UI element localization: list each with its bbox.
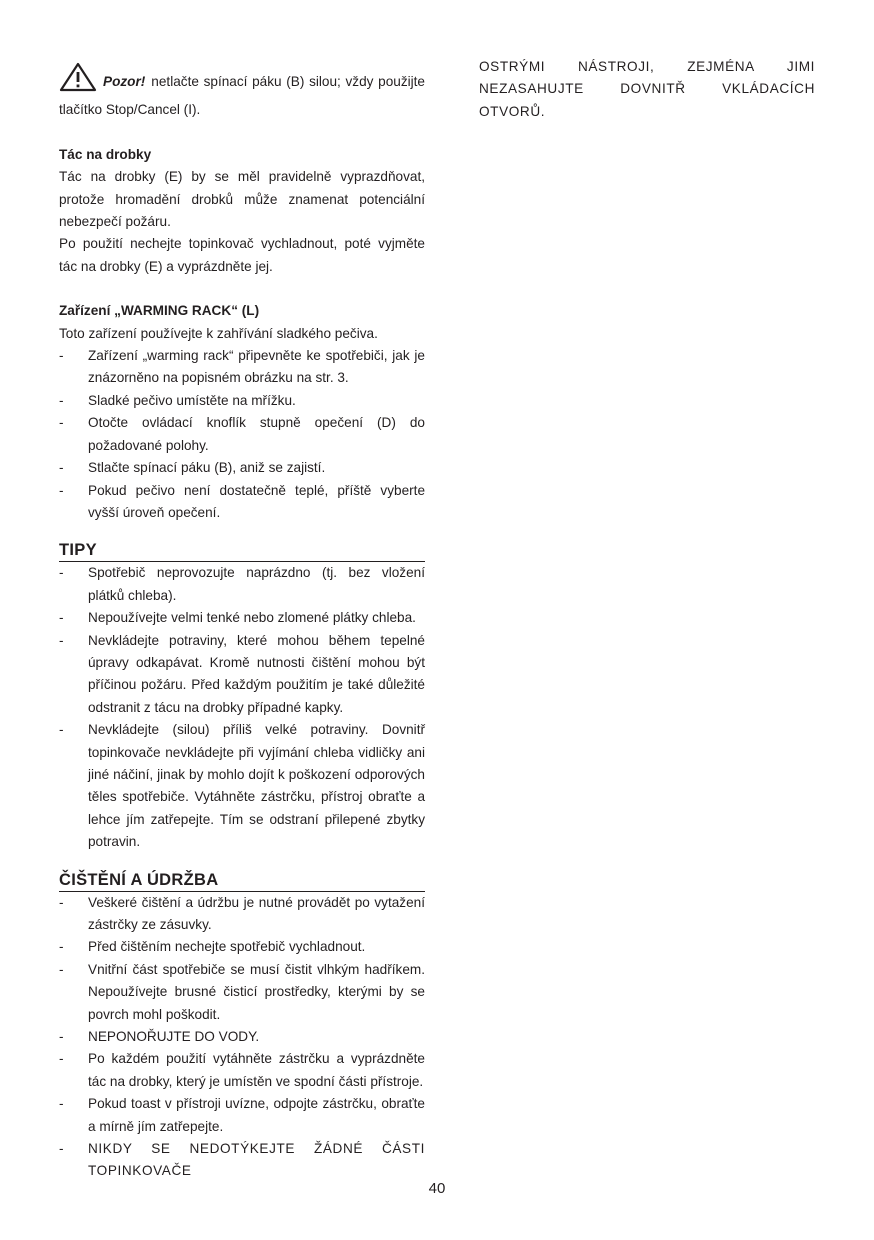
list-item: - Nevkládejte (silou) příliš velké potraviny. Dovnitř topinkovače nevkládejte při vyjímání chleba vidličky ani jiné náčiní, jinak by mohlo dojít k poškození odporových těles spotřebiče. Vytáhněte zástrčku, přístroj obraťte a lehce jím zatřepejte. Tím se odstraní přilepené zbytky potravin.: [59, 722, 425, 850]
list-item: - Před čištěním nechejte spotřebič vychladnout.: [59, 939, 366, 955]
warming-rack-intro: Toto zařízení používejte k zahřívání sladkého pečiva.: [59, 325, 378, 341]
tips-list: [59, 562, 425, 853]
warming-rack-list: [59, 345, 425, 524]
list-item: - Pokud toast v přístroji uvízne, odpojte zástrčku, obraťte a mírně jím zatřepejte.: [59, 1096, 425, 1134]
list-item: - Otočte ovládací knoflík stupně opečení (D) do požadované polohy.: [59, 415, 425, 453]
warning-triangle-icon: [59, 62, 97, 99]
list-item: - Nevkládejte potraviny, které mohou během tepelné úpravy odkapávat. Kromě nutnosti čištění mohou být příčinou požáru. Před každým použitím je také důležité odstranit z tácu na drobky případné kapky.: [59, 632, 425, 715]
list-item: - Vnitřní část spotřebiče se musí čistit vlhkým hadříkem. Nepoužívejte brusné čisticí prostředky, kterými by se povrch mohl poškodit.: [59, 961, 425, 1022]
spacer: [59, 854, 425, 870]
crumb-tray-paragraph-1: Tác na drobky (E) by se měl pravidelně vyprazdňovat, protože hromadění drobků může znamenat potenciální nebezpečí požáru.: [59, 169, 425, 230]
warming-rack-heading: Zařízení „WARMING RACK“ (L): [59, 303, 260, 319]
spacer: [59, 278, 425, 300]
left-column: [59, 56, 425, 1183]
warning-text: netlačte spínací páku (B) silou; vždy použijte tlačítko Stop/Cancel (I).: [59, 74, 425, 118]
cleaning-heading: ČIŠTĚNÍ A ÚDRŽBA: [59, 870, 425, 892]
list-item: - Nepoužívejte velmi tenké nebo zlomené plátky chleba.: [59, 610, 416, 626]
right-column: [479, 56, 815, 123]
spacer: [59, 524, 425, 540]
list-item: - Sladké pečivo umístěte na mřížku.: [59, 392, 296, 408]
list-item: - Veškeré čištění a údržbu je nutné provádět po vytažení zástrčky ze zásuvky.: [59, 894, 425, 932]
list-item: - Po každém použití vytáhněte zástrčku a vyprázdněte tác na drobky, který je umístěn ve spodní části přístroje.: [59, 1051, 425, 1089]
warning-paragraph: [59, 62, 425, 122]
list-item: - Pokud pečivo není dostatečně teplé, příště vyberte vyšší úroveň opečení.: [59, 482, 425, 520]
list-item: - Stlačte spínací páku (B), aniž se zajistí.: [59, 460, 326, 476]
spacer: [59, 122, 425, 144]
list-item: - Zařízení „warming rack“ připevněte ke spotřebiči, jak je znázorněno na popisném obrázku na str. 3.: [59, 348, 425, 386]
cleaning-continuation: OSTRÝMI NÁSTROJI, ZEJMÉNA JIMI NEZASAHUJTE DOVNITŘ VKLÁDACÍCH OTVORŮ.: [479, 59, 815, 119]
warning-label: Pozor!: [103, 74, 146, 89]
cleaning-list: [59, 892, 425, 1183]
tips-heading: TIPY: [59, 540, 425, 562]
list-item: - Spotřebič neprovozujte naprázdno (tj. bez vložení plátků chleba).: [59, 565, 425, 603]
crumb-tray-paragraph-2: Po použití nechejte topinkovač vychladnout, poté vyjměte tác na drobky (E) a vyprázdněte jej.: [59, 236, 425, 274]
list-item: - NEPONOŘUJTE DO VODY.: [59, 1029, 260, 1045]
list-item: - NIKDY SE NEDOTÝKEJTE ŽÁDNÉ ČÁSTI TOPINKOVAČE: [59, 1141, 425, 1179]
page-number: 40: [428, 1180, 446, 1197]
crumb-tray-heading: Tác na drobky: [59, 146, 152, 162]
